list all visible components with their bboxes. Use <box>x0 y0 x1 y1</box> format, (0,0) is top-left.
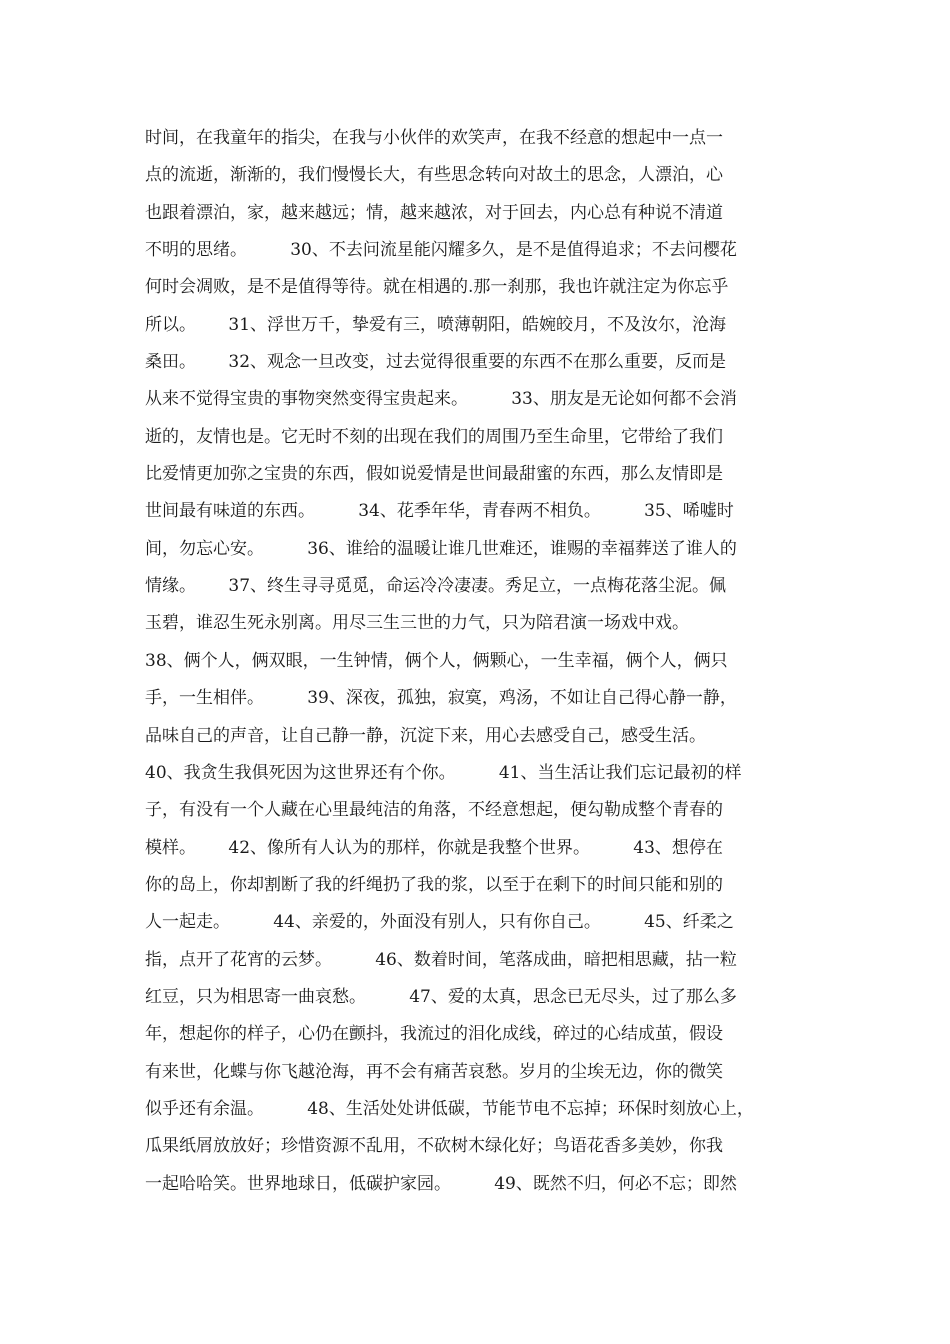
text-line: 瓜果纸屑放放好；珍惜资源不乱用，不砍树木绿化好；鸟语花香多美妙，你我 <box>145 1136 723 1157</box>
text-line: 间，勿忘心安。 36、谁给的温暖让谁几世难还，谁赐的幸福葬送了谁人的 <box>145 538 737 559</box>
text-line: 指，点开了花宵的云梦。 46、数着时间，笔落成曲，暗把相思藏，拈一粒 <box>145 949 737 970</box>
text-line: 38、俩个人，俩双眼，一生钟情，俩个人，俩颗心，一生幸福，俩个人，俩只 <box>145 650 728 671</box>
text-line: 手，一生相伴。 39、深夜，孤独，寂寞，鸡汤，不如让自己得心静一静， <box>145 688 737 709</box>
text-line: 桑田。 32、观念一旦改变，过去觉得很重要的东西不在那么重要，反而是 <box>145 352 727 373</box>
text-line: 玉碧，谁忍生死永别离。用尽三生三世的力气，只为陪君演一场戏中戏。 <box>145 613 689 634</box>
text-line: 点的流逝，渐渐的，我们慢慢长大，有些思念转向对故土的思念，人漂泊，心 <box>145 165 723 186</box>
text-line: 何时会凋败，是不是值得等待。就在相遇的.那一刹那，我也许就注定为你忘乎 <box>145 277 729 298</box>
text-line: 从来不觉得宝贵的事物突然变得宝贵起来。 33、朋友是无论如何都不会消 <box>145 389 737 410</box>
text-line: 有来世，化蝶与你飞越沧海，再不会有痛苦哀愁。岁月的尘埃无边，你的微笑 <box>145 1061 723 1082</box>
text-line: 情缘。 37、终生寻寻觅觅，命运冷冷凄凄。秀足立，一点梅花落尘泥。佩 <box>145 576 727 597</box>
text-line: 世间最有味道的东西。 34、花季年华，青春两不相负。 35、唏嘘时 <box>145 501 734 522</box>
text-line: 时间，在我童年的指尖，在我与小伙伴的欢笑声，在我不经意的想起中一点一 <box>145 128 723 148</box>
text-line: 40、我贪生我俱死因为这世界还有个你。 41、当生活让我们忘记最初的样 <box>145 762 742 783</box>
text-line: 也跟着漂泊，家，越来越远；情，越来越浓，对于回去，内心总有种说不清道 <box>145 202 723 223</box>
text-line: 模样。 42、像所有人认为的那样，你就是我整个世界。 43、想停在 <box>145 837 723 858</box>
text-line: 似乎还有余温。 48、生活处处讲低碳，节能节电不忘掉；环保时刻放心上， <box>145 1098 754 1119</box>
text-line: 红豆，只为相思寄一曲哀愁。 47、爱的太真，思念已无尽头，过了那么多 <box>145 986 737 1007</box>
body-text <box>145 120 815 1203</box>
text-line: 逝的，友情也是。它无时不刻的出现在我们的周围乃至生命里，它带给了我们 <box>145 426 723 447</box>
text-line: 品味自己的声音，让自己静一静，沉淀下来，用心去感受自己，感受生活。 <box>145 725 706 746</box>
text-line: 比爱情更加弥之宝贵的东西，假如说爱情是世间最甜蜜的东西，那么友情即是 <box>145 464 723 485</box>
text-line: 不明的思绪。 30、不去问流星能闪耀多久，是不是值得追求；不去问樱花 <box>145 240 737 261</box>
text-line: 你的岛上，你却割断了我的纤绳扔了我的浆，以至于在剩下的时间只能和别的 <box>145 874 723 895</box>
text-line: 所以。 31、浮世万千，挚爱有三，喷薄朝阳，皓婉皎月，不及汝尔，沧海 <box>145 314 727 335</box>
text-line: 子，有没有一个人藏在心里最纯洁的角落，不经意想起，便勾勒成整个青春的 <box>145 800 723 821</box>
text-line: 年，想起你的样子，心仍在颤抖，我流过的泪化成线，碎过的心结成茧，假设 <box>145 1024 723 1045</box>
text-line: 人一起走。 44、亲爱的，外面没有别人，只有你自己。 45、纤柔之 <box>145 912 734 933</box>
text-line: 一起哈哈笑。世界地球日，低碳护家园。 49、既然不归，何必不忘；即然 <box>145 1173 737 1194</box>
